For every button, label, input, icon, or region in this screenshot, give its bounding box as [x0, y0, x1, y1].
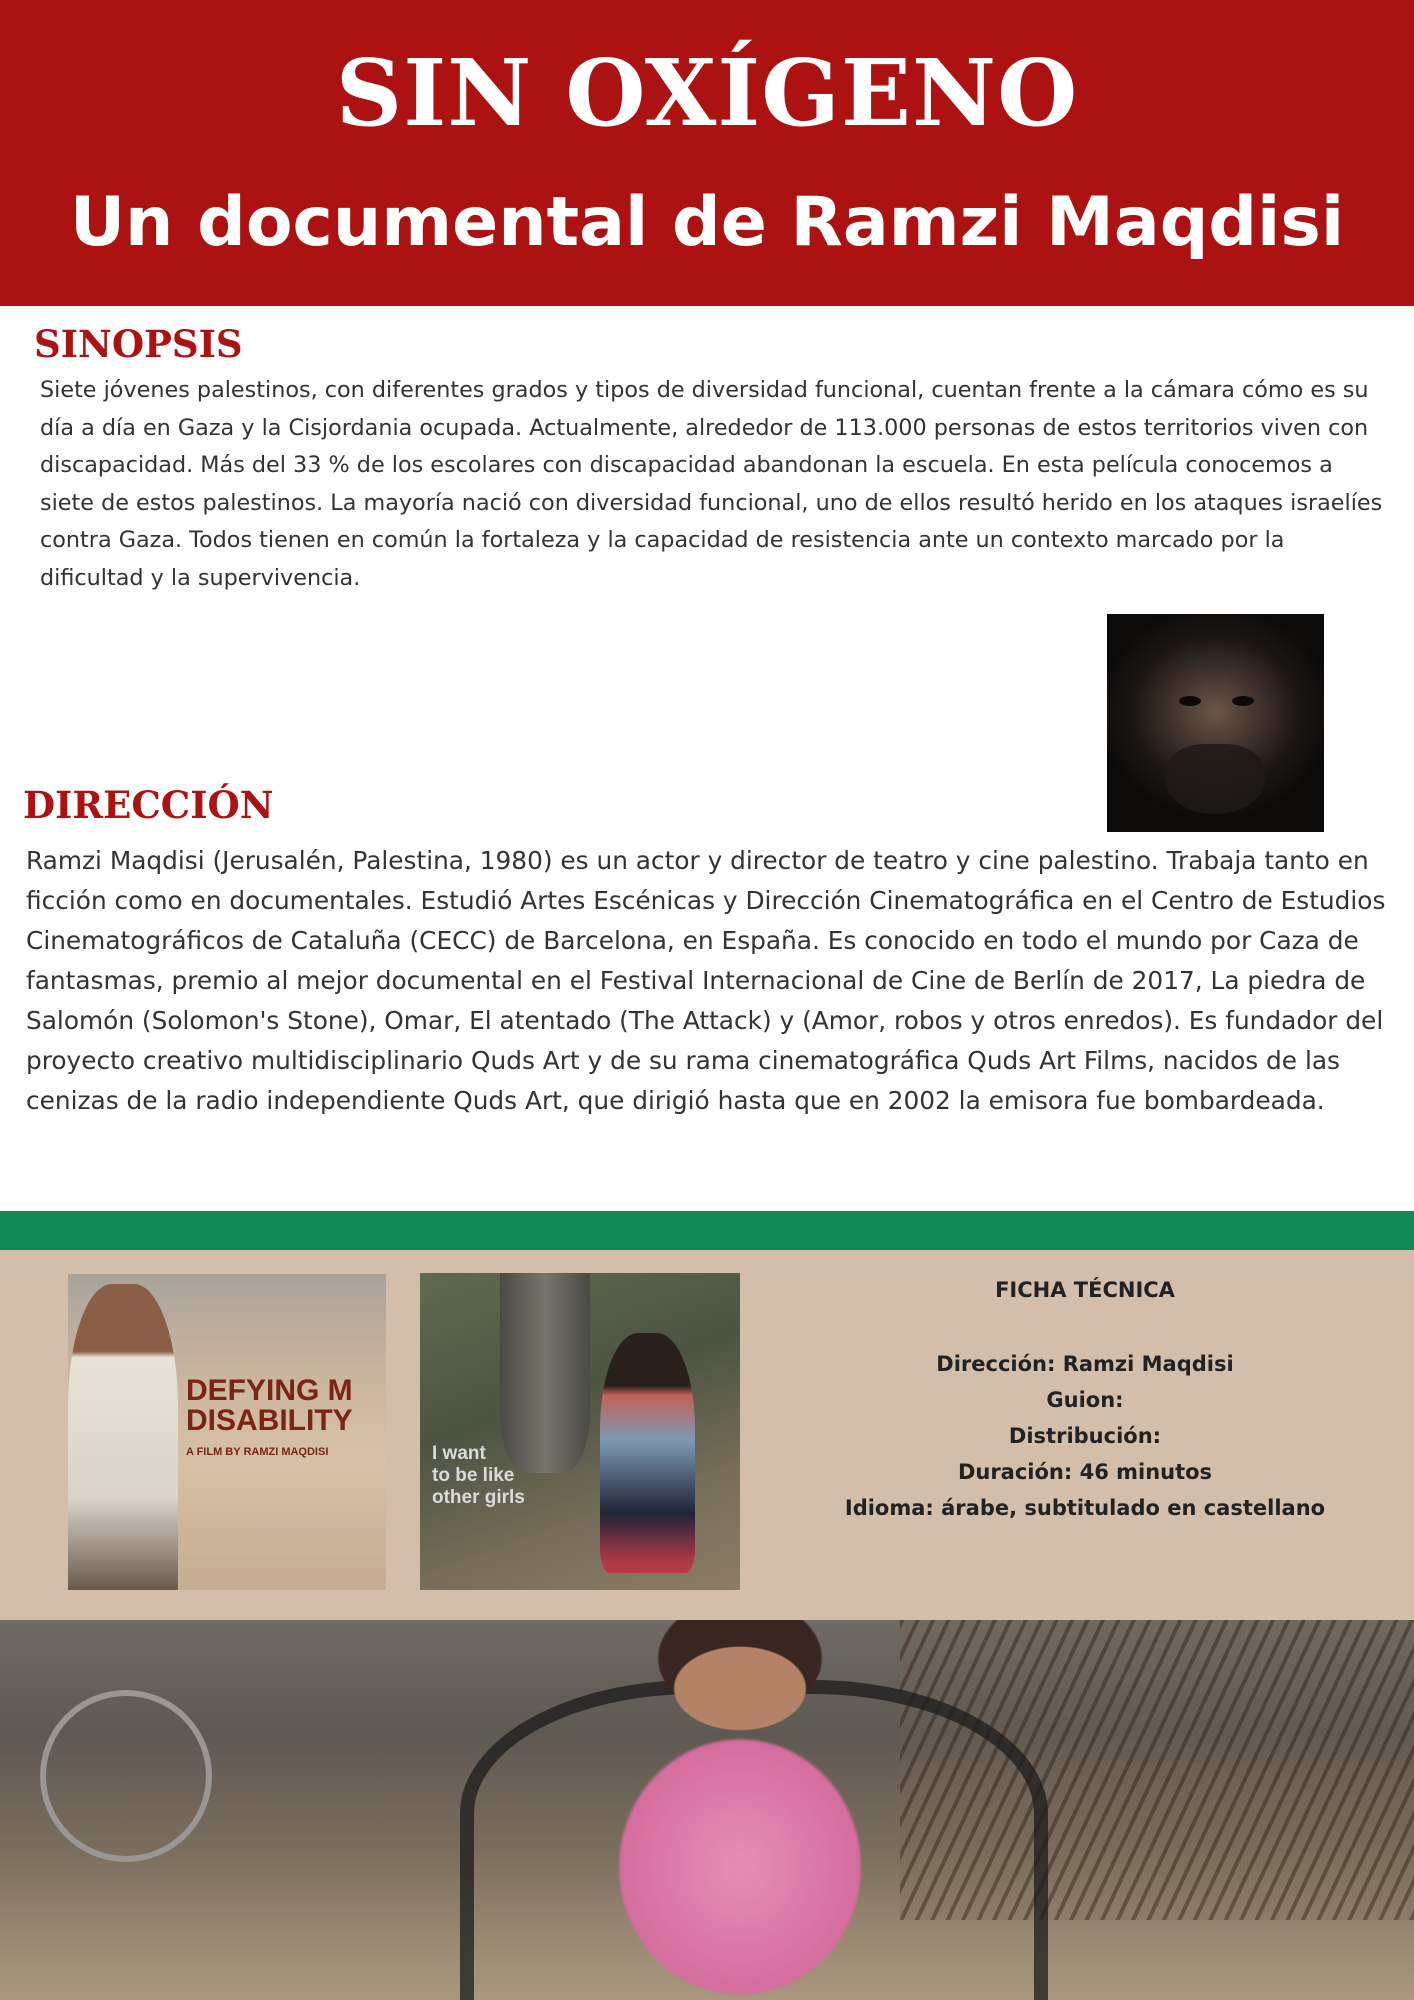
ficha-idioma: Idioma: árabe, subtitulado en castellano	[844, 1496, 1326, 1520]
poster-title	[186, 1376, 386, 1436]
poster-caption	[432, 1443, 525, 1509]
synopsis-text: Siete jóvenes palestinos, con diferentes grados y tipos de diversidad funcional, cuentan frente a la cámara cómo es su día a día en Gaza y la Cisjordania ocupada. Actualmente, alrededor de 113.000 personas de estos territorios viven con discapacidad. Más del 33 % de los escolares con discapacidad abandonan la escuela. En esta película conocemos a siete de estos palestinos. La mayoría nació con diversidad funcional, uno de ellos resultó herido en los ataques israelíes contra Gaza. Todos tienen en común la fortaleza y la capacidad de resistencia ante un contexto marcado por la dificultad y la supervivencia.	[40, 377, 1383, 591]
poster-caption-line: to be like	[432, 1465, 515, 1486]
poster-girl	[600, 1333, 695, 1573]
ficha-distribucion: Distribución:	[1008, 1424, 1162, 1448]
portrait-beard	[1165, 744, 1265, 814]
header-banner	[0, 0, 1414, 306]
poster-title-line: DISABILITY	[186, 1404, 353, 1437]
ficha-direccion: Dirección: Ramzi Maqdisi	[936, 1352, 1234, 1376]
wheelchair-wheel	[40, 1690, 212, 1862]
ficha-title: FICHA TÉCNICA	[995, 1278, 1175, 1302]
direction-text: Ramzi Maqdisi (Jerusalén, Palestina, 1980) es un actor y director de teatro y cine palestino. Trabaja tanto en ficción como en documentales. Estudió Artes Escénicas y Dirección Cinematográfica en el Centro de Estudios Cinematográficos de Cataluña (CECC) de Barcelona, en España. Es conocido en todo el mundo por Caza de fantasmas, premio al mejor documental en el Festival Internacional de Cine de Berlín de 2017, La piedra de Salomón (Solomon's Stone), Omar, El atentado (The Attack) y (Amor, robos y otros enredos). Es fundador del proyecto creativo multidisciplinario Quds Art y de su rama cinematográfica Quds Art Films, nacidos de las cenizas de la radio independiente Quds Art, que dirigió hasta que en 2002 la emisora fue bombardeada.	[26, 846, 1386, 1115]
smiling-girl	[560, 1620, 920, 2000]
poster-caption-line: I want	[432, 1443, 486, 1464]
poster-defying-my-disability	[68, 1274, 386, 1590]
synopsis-heading: SINOPSIS	[34, 322, 243, 366]
poster-i-want-to-be-like-other-girls	[420, 1273, 740, 1590]
ficha-tecnica	[790, 1270, 1380, 1526]
director-portrait	[1107, 614, 1324, 832]
portrait-eye	[1179, 696, 1201, 706]
portrait-eye	[1232, 696, 1254, 706]
film-still-photo	[0, 1620, 1414, 2000]
poster-caption-line: other girls	[432, 1487, 525, 1508]
poster-credit: A FILM BY RAMZI MAQDISI	[186, 1446, 329, 1458]
green-divider	[0, 1211, 1414, 1250]
page-subtitle: Un documental de Ramzi Maqdisi	[69, 183, 1345, 262]
ficha-guion: Guion:	[1046, 1388, 1124, 1412]
poster-title-line: DEFYING M	[186, 1374, 353, 1407]
poster-person	[68, 1284, 178, 1590]
page-title: SIN OXÍGENO	[335, 39, 1079, 147]
ficha-duracion: Duración: 46 minutos	[957, 1460, 1213, 1484]
direction-heading: DIRECCIÓN	[23, 783, 274, 827]
